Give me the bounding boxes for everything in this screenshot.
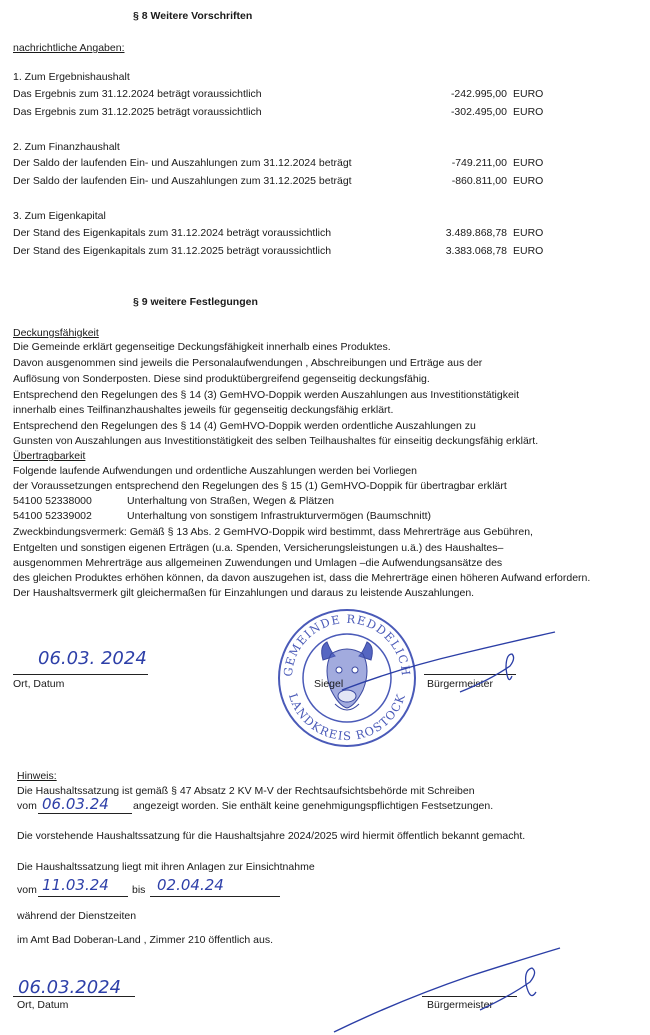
buergermeister-label-1: Bürgermeister [427,678,493,690]
ergebnis-unit-2024: EURO [513,88,544,100]
deckung-line: Entsprechend den Regelungen des § 14 (3) GemHVO-Doppik werden Auszahlungen aus Investitionstätigkeit [13,389,520,401]
handwritten-to-date: 02.04.24 [157,876,224,894]
handwritten-anzeige-date: 06.03.24 [42,795,109,813]
amt-text: im Amt Bad Doberan-Land , Zimmer 210 öffentlich aus. [17,934,274,946]
eigenkapital-row-2025: Der Stand des Eigenkapitals zum 31.12.2025 beträgt voraussichtlich [13,245,332,257]
eigenkapital-unit-2024: EURO [513,227,544,239]
ort-datum-label-1: Ort, Datum [13,678,65,690]
date-line-2 [13,996,135,997]
uebertrag-line: der Voraussetzungen entsprechend den Regelungen des § 15 (1) GemHVO-Doppik für übertragbar erklärt [13,480,507,492]
dienstzeiten-text: während der Dienstzeiten [17,910,137,922]
uebertrag-line: Folgende laufende Aufwendungen und ordentliche Auszahlungen werden bei Vorliegen [13,465,417,477]
finanz-row-2025: Der Saldo der laufenden Ein- und Auszahlungen zum 31.12.2025 beträgt [13,175,352,187]
mayor-signature-2 [330,940,590,1035]
section-9-title: § 9 weitere Festlegungen [133,296,258,308]
hinweis-vom-label: vom [17,800,37,812]
hinweis-line-1: Die Haushaltssatzung ist gemäß § 47 Absatz 2 KV M-V der Rechtsaufsichtsbehörde mit Schreiben [17,785,475,797]
account-code: 54100 52338000 [13,495,92,507]
eigenkapital-amount-2025: 3.383.068,78 [445,245,507,257]
uebertragbarkeit-heading: Übertragbarkeit [13,450,86,462]
deckung-line: innerhalb eines Teilfinanzhaushaltes jeweils für gegenseitig deckungsfähig erklärt. [13,404,394,416]
deckung-line: Die Gemeinde erklärt gegenseitige Deckungsfähigkeit innerhalb eines Produktes. [13,341,391,353]
deckungsfaehigkeit-heading: Deckungsfähigkeit [13,327,99,339]
hinweis-heading: Hinweis: [17,770,57,782]
zweckbindung-line: Der Haushaltsvermerk gilt gleichermaßen für Einzahlungen und daraus zu leistende Auszahlungen. [13,587,475,599]
ergebnishaushalt-heading: 1. Zum Ergebnishaushalt [13,71,130,83]
deckung-line: Auflösung von Sonderposten. Diese sind produktübergreifend gegenseitig deckungsfähig. [13,373,430,385]
ergebnis-amount-2025: -302.495,00 [450,106,507,118]
zweckbindung-line: Entgelten und sonstigen eigenen Erträgen (u.a. Spenden, Versicherungsleistungen u.ä.) des Haushaltes– [13,542,504,554]
account-code: 54100 52339002 [13,510,92,522]
deckung-line: Gunsten von Auszahlungen aus Investitionstätigkeit des selben Teilhaushaltes für einseitig deckungsfähig erklärt. [13,435,539,447]
ergebnis-row-2024: Das Ergebnis zum 31.12.2024 beträgt voraussichtlich [13,88,262,100]
zweckbindung-line: ausgenommen Mehrerträge aus allgemeinen Zuwendungen und Umlagen –die Aufwendungsansätze des [13,557,503,569]
account-description: Unterhaltung von sonstigem Infrastrukturvermögen (Baumschnitt) [127,510,432,522]
ort-datum-label-2: Ort, Datum [17,999,69,1011]
finanz-unit-2025: EURO [513,175,544,187]
deckung-line: Davon ausgenommen sind jeweils die Personalaufwendungen , Abschreibungen und Erträge aus der [13,357,483,369]
buergermeister-label-2: Bürgermeister [427,999,493,1011]
seal-top-text: GEMEINDE REDDELICH [280,611,414,678]
mayor-signature-1 [340,628,570,698]
account-description: Unterhaltung von Straßen, Wegen & Plätzen [127,495,335,507]
ergebnis-unit-2025: EURO [513,106,544,118]
siegel-label: Siegel [314,678,344,690]
handwritten-from-date: 11.03.24 [42,876,109,894]
from-date-line [38,896,128,897]
eigenkapital-unit-2025: EURO [513,245,544,257]
finanz-row-2024: Der Saldo der laufenden Ein- und Auszahlungen zum 31.12.2024 beträgt [13,157,352,169]
eigenkapital-heading: 3. Zum Eigenkapital [13,210,106,222]
bis-label: bis [132,884,146,896]
vom-label: vom [17,884,37,896]
finanz-amount-2024: -749.211,00 [451,157,507,169]
finanz-amount-2025: -860.811,00 [451,175,507,187]
bekanntmachung-text: Die vorstehende Haushaltssatzung für die Haushaltsjahre 2024/2025 wird hiermit öffentlich bekannt gemacht. [17,830,526,842]
ergebnis-amount-2024: -242.995,00 [450,88,507,100]
eigenkapital-row-2024: Der Stand des Eigenkapitals zum 31.12.2024 beträgt voraussichtlich [13,227,332,239]
zweckbindung-line: des gleichen Produktes erhöhen können, da davon auszugehen ist, dass die Mehrerträge einen höheren Aufwand erfordern. [13,572,591,584]
anzeige-date-line [38,813,132,814]
handwritten-date-2: 06.03.2024 [18,977,122,998]
nachrichtliche-angaben-heading: nachrichtliche Angaben: [13,42,125,54]
section-8-title: § 8 Weitere Vorschriften [133,10,253,22]
to-date-line [150,896,280,897]
ergebnis-row-2025: Das Ergebnis zum 31.12.2025 beträgt voraussichtlich [13,106,262,118]
finanzhaushalt-heading: 2. Zum Finanzhaushalt [13,141,120,153]
hinweis-line-2: angezeigt worden. Sie enthält keine genehmigungspflichtigen Festsetzungen. [133,800,494,812]
finanz-unit-2024: EURO [513,157,544,169]
deckung-line: Entsprechend den Regelungen des § 14 (4) GemHVO-Doppik werden ordentliche Auszahlungen zu [13,420,476,432]
einsichtnahme-text: Die Haushaltssatzung liegt mit ihren Anlagen zur Einsichtnahme [17,861,315,873]
eigenkapital-amount-2024: 3.489.868,78 [445,227,507,239]
date-line-1 [13,674,148,675]
zweckbindung-line: Zweckbindungsvermerk: Gemäß § 13 Abs. 2 GemHVO-Doppik wird bestimmt, dass Mehrerträge aus Gebühren, [13,526,533,538]
handwritten-date-1: 06.03. 2024 [38,648,147,669]
seal-bottom-text: LANDKREIS ROSTOCK [285,691,409,744]
